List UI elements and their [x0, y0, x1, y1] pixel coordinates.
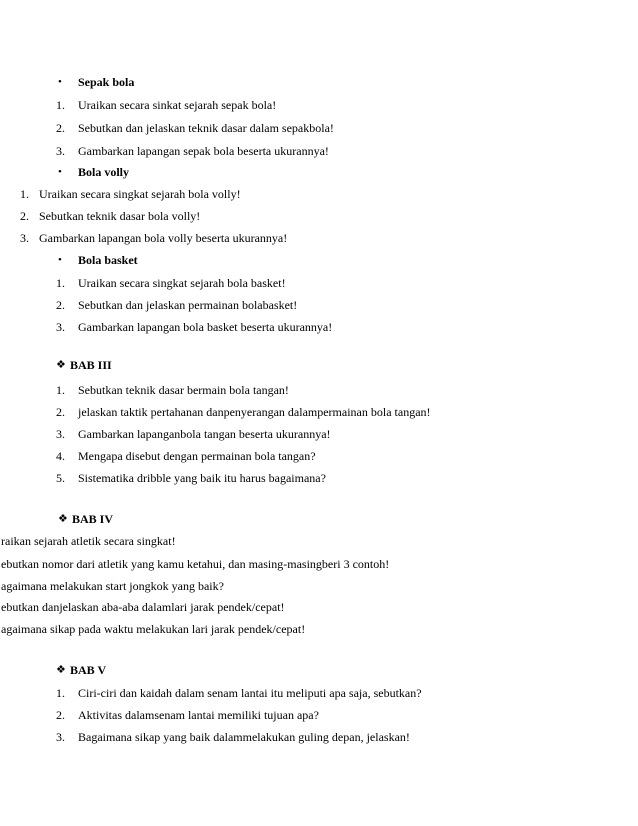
- item-number: 3.: [56, 427, 65, 441]
- item-text: Bagaimana sikap yang baik dalammelakukan guling depan, jelaskan!: [78, 730, 410, 744]
- item-text: Gambarkan lapangan sepak bola beserta ukurannya!: [78, 144, 329, 158]
- item-number: 3.: [56, 730, 65, 744]
- item-number: 2.: [20, 209, 29, 223]
- item-number: 1.: [56, 276, 65, 290]
- bullet-icon: •: [58, 166, 62, 178]
- item-number: 1.: [56, 383, 65, 397]
- item-text: Ciri-ciri dan kaidah dalam senam lantai itu meliputi apa saja, sebutkan?: [78, 686, 422, 700]
- item-text: jelaskan taktik pertahanan danpenyerangan dalampermainan bola tangan!: [78, 405, 431, 419]
- heading-label: Bola basket: [78, 253, 138, 267]
- item-number: 2.: [56, 121, 65, 135]
- diamond-bullet-icon: ❖: [58, 513, 68, 525]
- item-text: Sebutkan dan jelaskan permainan bolabasket!: [78, 298, 298, 312]
- item-text: Aktivitas dalamsenam lantai memiliki tujuan apa?: [78, 708, 319, 722]
- diamond-bullet-icon: ❖: [56, 664, 66, 676]
- heading-label: BAB IV: [72, 512, 114, 526]
- heading-label: Bola volly: [78, 165, 130, 179]
- item-number: 3.: [56, 144, 65, 158]
- item-text: Sebutkan teknik dasar bola volly!: [39, 209, 201, 223]
- item-text: Uraikan secara singkat sejarah bola volly!: [39, 187, 241, 201]
- heading-label: Sepak bola: [78, 75, 135, 89]
- item-text: ebutkan danjelaskan aba-aba dalamlari jarak pendek/cepat!: [1, 600, 285, 614]
- item-text: Gambarkan lapanganbola tangan beserta ukurannya!: [78, 427, 331, 441]
- bullet-icon: •: [58, 254, 62, 266]
- bullet-icon: •: [58, 76, 62, 88]
- item-text: Sebutkan teknik dasar bermain bola tangan!: [78, 383, 289, 397]
- item-text: ebutkan nomor dari atletik yang kamu ketahui, dan masing-masingberi 3 contoh!: [1, 557, 390, 571]
- item-text: Mengapa disebut dengan permainan bola tangan?: [78, 449, 316, 463]
- item-text: Sebutkan dan jelaskan teknik dasar dalam sepakbola!: [78, 121, 334, 135]
- item-text: agaimana sikap pada waktu melakukan lari jarak pendek/cepat!: [1, 622, 306, 636]
- item-number: 2.: [56, 405, 65, 419]
- item-number: 2.: [56, 298, 65, 312]
- item-text: Gambarkan lapangan bola volly beserta ukurannya!: [39, 231, 288, 245]
- diamond-bullet-icon: ❖: [56, 359, 66, 371]
- item-text: Uraikan secara sinkat sejarah sepak bola!: [78, 98, 277, 112]
- heading-label: BAB III: [70, 358, 112, 372]
- heading-label: BAB V: [70, 663, 107, 677]
- item-text: agaimana melakukan start jongkok yang baik?: [1, 579, 224, 593]
- item-number: 2.: [56, 708, 65, 722]
- item-number: 1.: [56, 686, 65, 700]
- item-text: Sistematika dribble yang baik itu harus bagaimana?: [78, 471, 326, 485]
- item-number: 3.: [20, 231, 29, 245]
- item-number: 4.: [56, 449, 65, 463]
- item-number: 1.: [56, 98, 65, 112]
- item-text: Gambarkan lapangan bola basket beserta ukurannya!: [78, 320, 333, 334]
- item-number: 1.: [20, 187, 29, 201]
- item-text: raikan sejarah atletik secara singkat!: [1, 534, 176, 548]
- item-number: 5.: [56, 471, 65, 485]
- item-text: Uraikan secara singkat sejarah bola basket!: [78, 276, 286, 290]
- item-number: 3.: [56, 320, 65, 334]
